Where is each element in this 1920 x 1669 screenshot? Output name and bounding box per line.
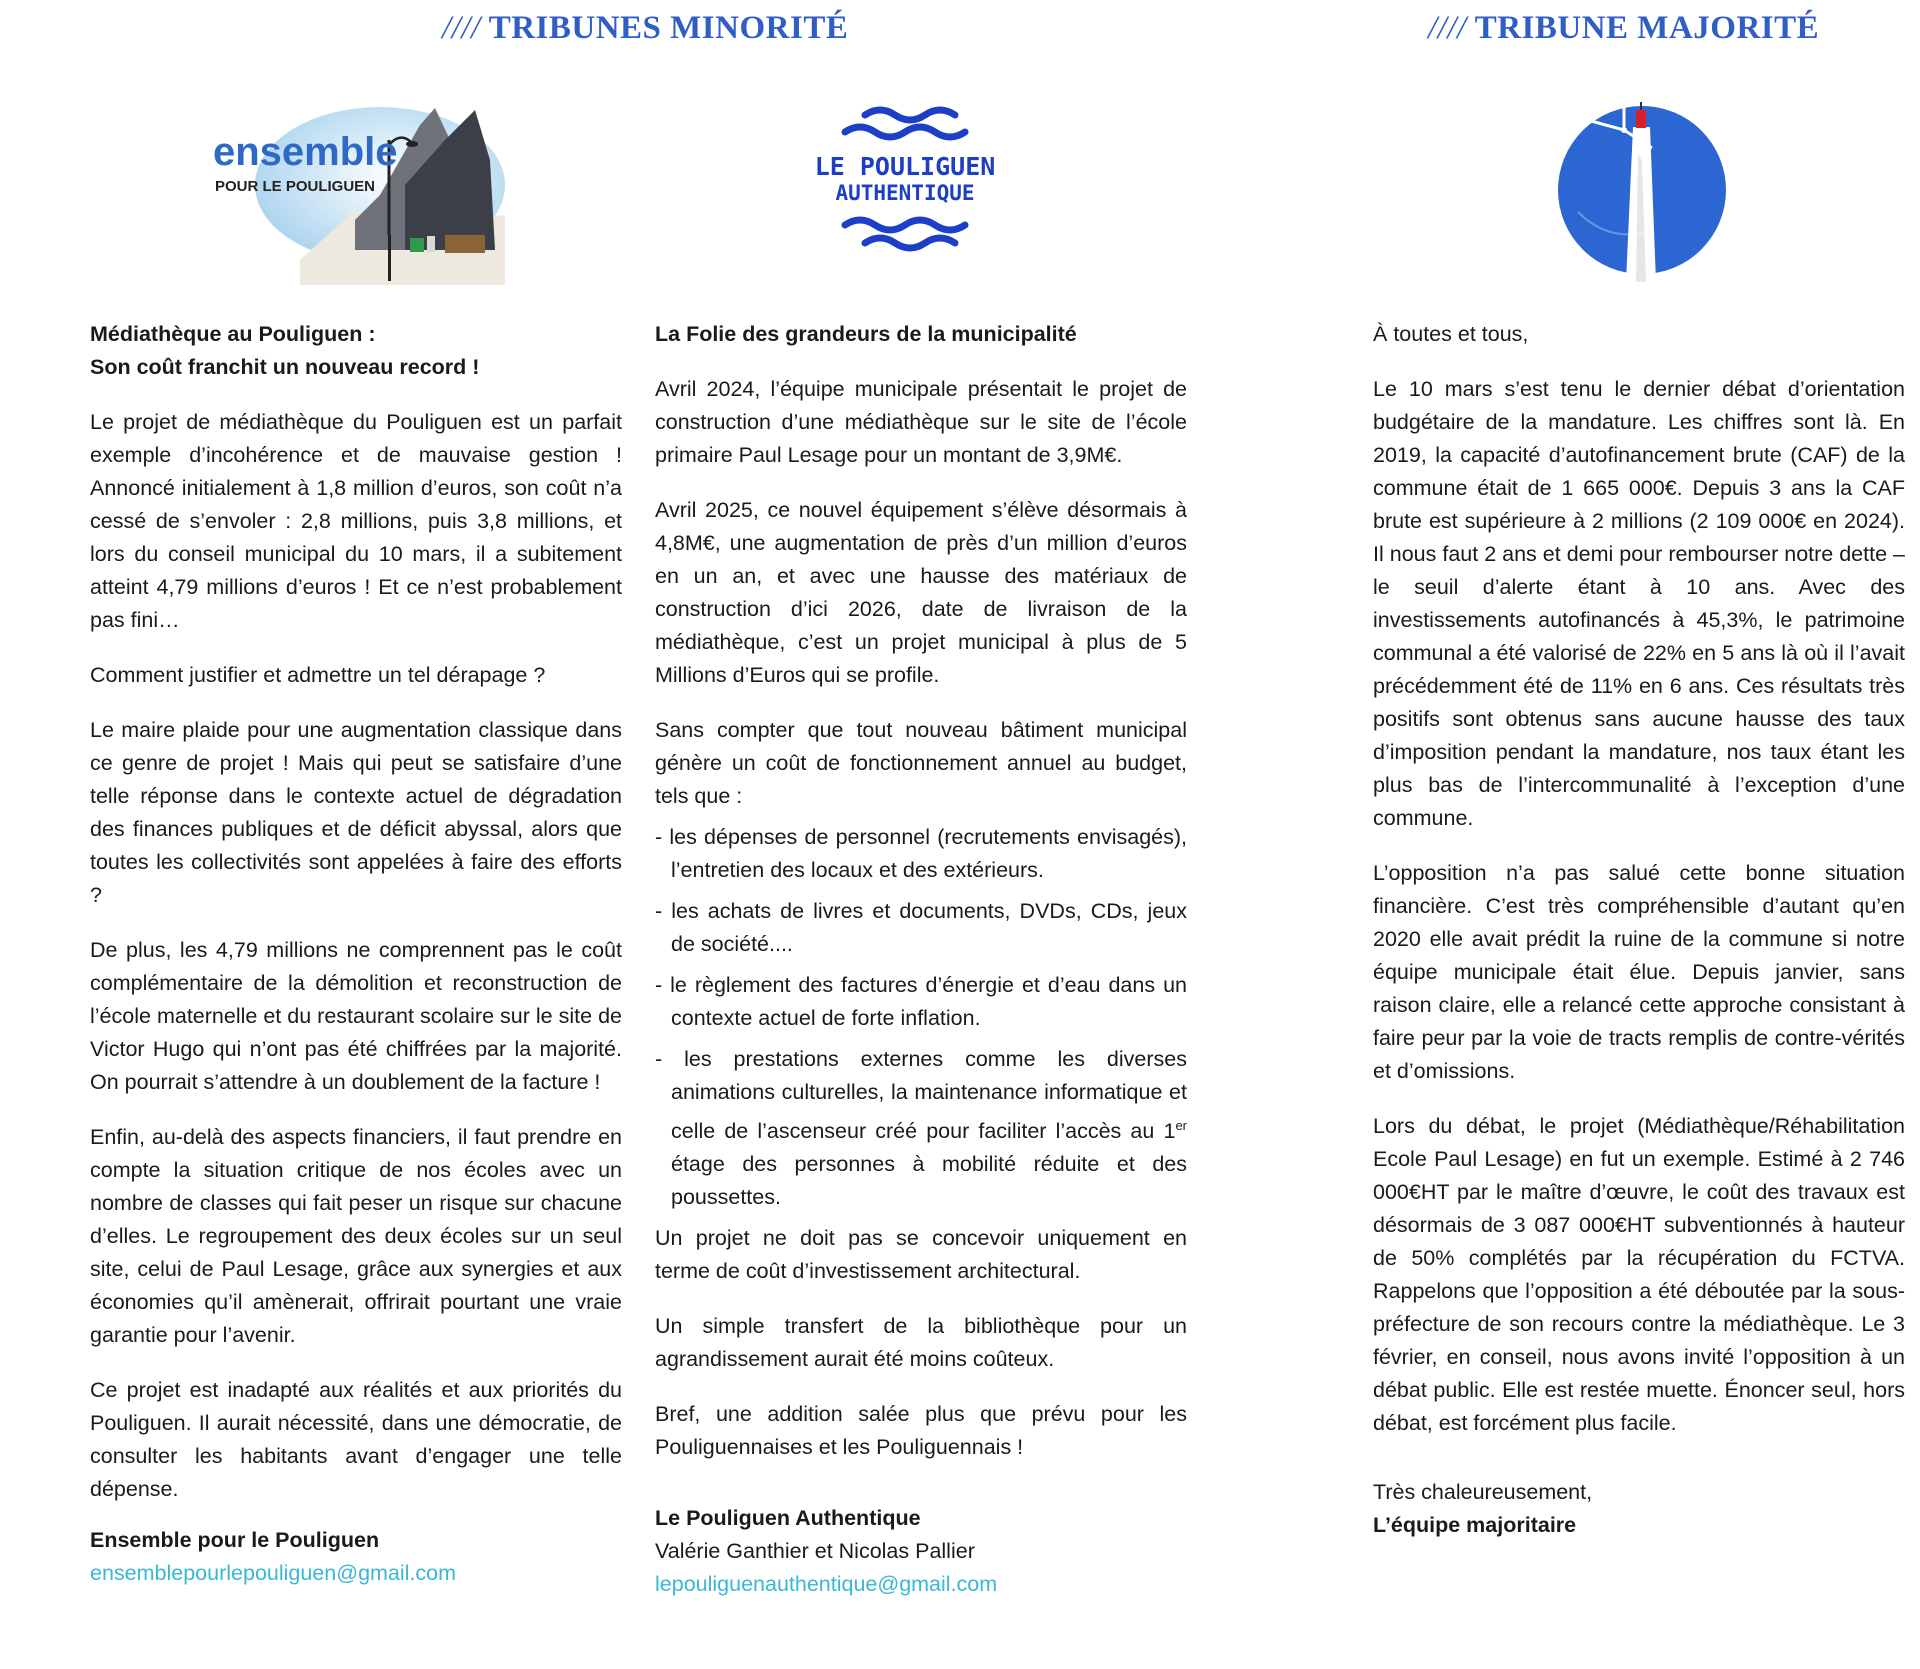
paragraph: Comment justifier et admettre un tel dérapage ? [90, 663, 546, 687]
list-item: - les achats de livres et documents, DVDs, CDs, jeux de société.... [655, 895, 1187, 961]
article-title: La Folie des grandeurs de la municipalité [655, 322, 1077, 346]
header-slashes: //// [442, 10, 481, 46]
superscript: er [1175, 1118, 1187, 1133]
minority-tribune-authentique [655, 318, 1187, 1601]
ensemble-logo-word: ensemble [213, 130, 398, 174]
closing: Très chaleureusement, [1373, 1480, 1593, 1504]
minority-header-text: TRIBUNES MINORITÉ [488, 10, 849, 46]
pouliguen-authentique-logo [805, 100, 1005, 260]
minority-tribune-ensemble [90, 318, 622, 1590]
email-link[interactable]: lepouliguenauthentique@gmail.com [655, 1572, 998, 1597]
list-item-text: étage des personnes à mobilité réduite et des poussettes. [671, 1152, 1187, 1210]
signature: L’équipe majoritaire [1373, 1513, 1577, 1537]
paragraph: De plus, les 4,79 millions ne comprennent pas le coût complémentaire de la démolition et reconstruction de l’école maternelle et du restaurant scolaire sur le site de Victor Hugo qui n’ont pas été chiffrées par la majorité. On pourrait s’attendre à un doublement de la facture ! [90, 938, 622, 1094]
title-line: Médiathèque au Pouliguen : [90, 322, 376, 346]
list-item [655, 1043, 1187, 1214]
paragraph: Le maire plaide pour une augmentation classique dans ce genre de projet ! Mais qui peut se satisfaire d’une telle réponse dans le contexte actuel de dégradation des finances publiques et de déficit abyssal, alors que toutes les collectivités sont appelées à faire des efforts ? [90, 718, 622, 907]
ensemble-logo-sub: POUR LE POULIGUEN [215, 178, 376, 195]
paragraph: Lors du débat, le projet (Médiathèque/Réhabilitation Ecole Paul Lesage) en fut un exemple. Estimé à 2 746 000€HT par le maître d’œuvre, le coût des travaux est désormais de 3 087 000€HT subventionnés à hauteur de 50% complétés par la récupération du FCTVA. Rappelons que l’opposition a été déboutée par la sous-préfecture de son recours contre la médiathèque. Le 3 février, en conseil, nous avons invité l’opposition à un débat public. Elle est restée muette. Énoncer seul, hors débat, est forcément plus facile. [1373, 1114, 1905, 1435]
list-item: - les dépenses de personnel (recrutements envisagés), l’entretien des locaux et des extérieurs. [655, 821, 1187, 887]
email-link[interactable]: ensemblepourlepouliguen@gmail.com [90, 1561, 457, 1585]
majority-tribune [1373, 318, 1905, 1542]
minority-header [442, 10, 848, 47]
majority-header [1428, 10, 1819, 47]
paragraph: Un simple transfert de la bibliothèque pour un agrandissement aurait été moins coûteux. [655, 1314, 1187, 1372]
list-item-text: les prestations externes comme les diverses animations culturelles, la maintenance informatique et celle de l’ascenseur créé pour faciliter l’accès au 1 [671, 1047, 1187, 1144]
pouliguen-logo-line1: LE POULIGUEN [814, 152, 996, 181]
paragraph: Sans compter que tout nouveau bâtiment municipal génère un coût de fonctionnement annuel au budget, tels que : [655, 718, 1187, 808]
paragraph: Le 10 mars s’est tenu le dernier débat d’orientation budgétaire de la mandature. Les chiffres sont là. En 2019, la capacité d’autofinancement brute (CAF) de la commune était de 1 665 000€. Depuis 3 ans la CAF brute est supérieure à 2 millions (2 109 000€ en 2024). Il nous faut 2 ans et demi pour rembourser notre dette – le seuil d’alerte étant à 10 ans. Avec des investissements autofinancés à 45,3%, le patrimoine communal a été valorisé de 22% en 5 ans là où il l’avait précédemment été de 11% en 6 ans. Ces résultats très positifs sont obtenus sans aucune hausse des taux d’imposition pendant la mandature, nos taux étant les plus bas de l’intercommunalité à l’exception d’une commune. [1373, 377, 1905, 830]
title-line: Son coût franchit un nouveau record ! [90, 355, 480, 379]
authors: Valérie Ganthier et Nicolas Pallier [655, 1539, 975, 1564]
greeting: À toutes et tous, [1373, 322, 1529, 346]
ensemble-logo [205, 100, 505, 285]
signature: Ensemble pour le Pouliguen [90, 1528, 380, 1552]
paragraph: Ce projet est inadapté aux réalités et aux priorités du Pouliguen. Il aurait nécessité, dans une démocratie, de consulter les habitants avant d’engager une telle dépense. [90, 1378, 622, 1501]
paragraph: L’opposition n’a pas salué cette bonne situation financière. C’est très compréhensible d’autant qu’en 2020 elle avait prédit la ruine de la commune si notre équipe municipale était élue. Depuis janvier, sans raison claire, elle a relancé cette approche consistant à faire peur par la voie de tracts remplis de contre-vérités et d’omissions. [1373, 861, 1905, 1083]
paragraph: Avril 2024, l’équipe municipale présentait le projet de construction d’une médiathèque sur le site de l’école primaire Paul Lesage pour un montant de 3,9M€. [655, 377, 1187, 467]
paragraph: Bref, une addition salée plus que prévu pour les Pouliguennaises et les Pouliguennais ! [655, 1402, 1187, 1460]
majority-logo [1538, 82, 1738, 282]
pouliguen-logo-line2: AUTHENTIQUE [835, 181, 975, 205]
signature: Le Pouliguen Authentique [655, 1506, 921, 1531]
majority-header-text: TRIBUNE MAJORITÉ [1474, 10, 1820, 46]
list-item: - le règlement des factures d’énergie et d’eau dans un contexte actuel de forte inflation. [655, 969, 1187, 1035]
paragraph: Un projet ne doit pas se concevoir uniquement en terme de coût d’investissement architectural. [655, 1226, 1187, 1284]
paragraph: Enfin, au-delà des aspects financiers, il faut prendre en compte la situation critique de nos écoles avec un nombre de classes qui fait peser un risque sur chacune d’elles. Le regroupement des deux écoles sur un seul site, celui de Paul Lesage, grâce aux synergies et aux économies qu’il amènerait, offrirait pourtant une vraie garantie pour l’avenir. [90, 1125, 622, 1347]
article-title [90, 318, 622, 384]
paragraph: Avril 2025, ce nouvel équipement s’élève désormais à 4,8M€, une augmentation de près d’un million d’euros en un an, et avec une hausse des matériaux de construction d’ici 2026, date de livraison de la médiathèque, c’est un projet municipal à plus de 5 Millions d’Euros qui se profile. [655, 498, 1187, 687]
header-slashes: //// [1428, 10, 1467, 46]
paragraph: Le projet de médiathèque du Pouliguen est un parfait exemple d’incohérence et de mauvaise gestion ! Annoncé initialement à 1,8 million d’euros, son coût n’a cessé de s’envoler : 2,8 millions, puis 3,8 millions, et lors du conseil municipal du 10 mars, il a subitement atteint 4,79 millions d’euros ! Et ce n’est probablement pas fini… [90, 410, 622, 632]
